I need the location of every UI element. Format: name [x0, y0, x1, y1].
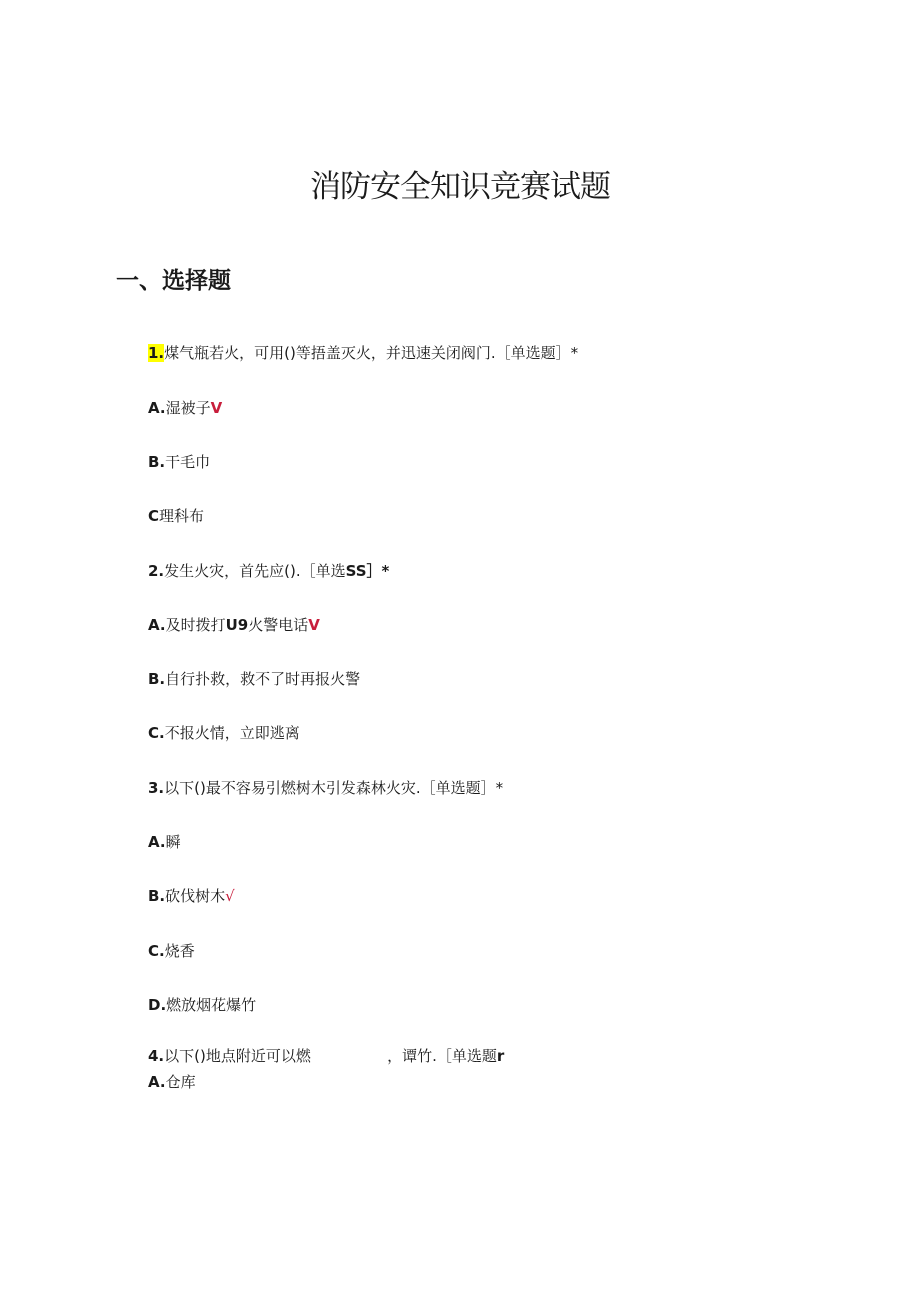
question-number: 3. — [148, 779, 165, 797]
question-text: 以下()地点附近可以燃 ，谭竹.［单选题 — [164, 1047, 497, 1065]
option-text: 仓库 — [165, 1073, 196, 1091]
option-3d — [148, 994, 256, 1016]
option-text-bold: U9 — [225, 616, 249, 634]
option-prefix: C. — [148, 724, 165, 742]
option-3a — [148, 831, 181, 853]
option-prefix: A. — [148, 833, 166, 851]
question-number: 2. — [148, 562, 165, 580]
option-text: 燃放烟花爆竹 — [166, 996, 257, 1014]
option-prefix: A. — [148, 1073, 166, 1091]
question-4 — [148, 1045, 504, 1067]
question-text-bold: SS］* — [345, 562, 390, 580]
question-number: 1. — [148, 344, 165, 362]
option-text: 瞬 — [165, 833, 181, 851]
section-heading: 一、选择题 — [116, 268, 231, 294]
option-text: 湿被子 — [165, 399, 211, 417]
option-prefix: A. — [148, 616, 166, 634]
option-3b — [148, 885, 235, 907]
option-prefix: C — [148, 507, 160, 525]
option-2c — [148, 722, 300, 744]
option-2a — [148, 614, 320, 636]
option-text: 砍伐树木 — [165, 887, 226, 905]
option-text: 及时拨打 — [165, 616, 226, 634]
option-text: 不报火情，立即逃离 — [164, 724, 300, 742]
option-1a — [148, 397, 222, 419]
option-text: 干毛巾 — [165, 453, 211, 471]
option-text: 理科布 — [159, 507, 205, 525]
option-1b — [148, 451, 210, 473]
option-4a — [148, 1071, 196, 1093]
option-text: 烧香 — [164, 942, 195, 960]
option-prefix: B. — [148, 670, 166, 688]
question-text: 发生火灾，首先应().［单选 — [164, 562, 346, 580]
question-text: 以下()最不容易引燃树木引发森林火灾.［单选题］* — [164, 779, 504, 797]
option-prefix: D. — [148, 996, 167, 1014]
document-title: 消防安全知识竞赛试题 — [310, 169, 610, 205]
correct-mark: √ — [225, 887, 235, 905]
correct-mark: V — [210, 399, 223, 417]
option-prefix: B. — [148, 887, 166, 905]
option-3c — [148, 940, 195, 962]
question-number: 4. — [148, 1047, 165, 1065]
option-text: 火警电话 — [248, 616, 309, 634]
option-2b — [148, 668, 360, 690]
question-text: 煤气瓶若火，可用()等捂盖灭火，并迅速关闭阀门.［单选题］* — [164, 344, 579, 362]
option-prefix: C. — [148, 942, 165, 960]
question-text-bold: r — [496, 1047, 505, 1065]
option-prefix: A. — [148, 399, 166, 417]
question-3 — [148, 777, 503, 799]
question-2 — [148, 560, 389, 582]
option-1c — [148, 505, 204, 527]
question-1 — [148, 342, 578, 364]
option-prefix: B. — [148, 453, 166, 471]
option-text: 自行扑救，救不了时再报火警 — [165, 670, 361, 688]
correct-mark: V — [308, 616, 320, 634]
